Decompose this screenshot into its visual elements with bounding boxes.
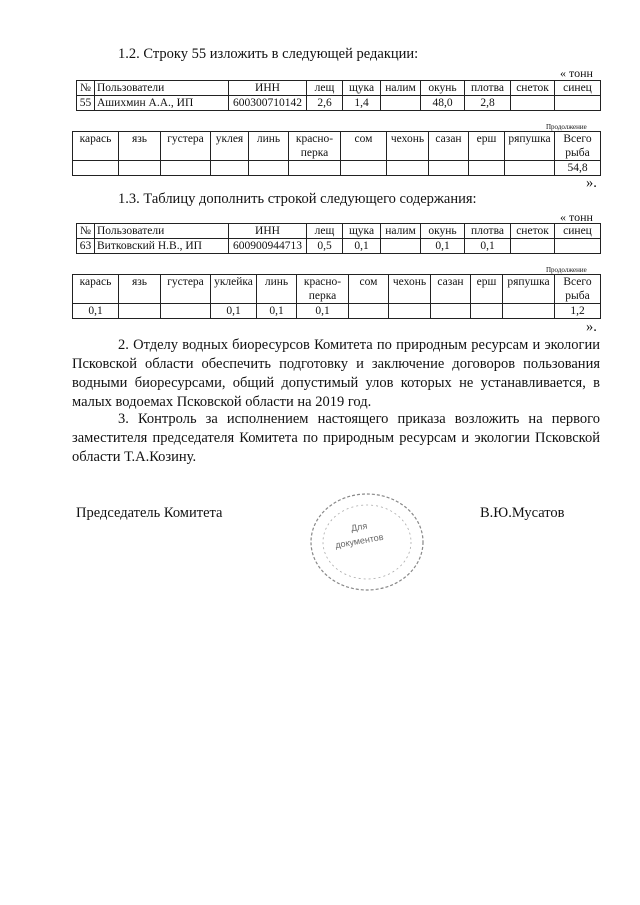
table-header-row — [73, 275, 601, 304]
table-cell: 0,1 — [297, 304, 349, 319]
paragraph-2: 2. Отделу водных биоресурсов Комитета по природным ресурсам и экологии Псковской области обеспечить подготовку и заключение договоров пользования водными биоресурсами, общий допустимый улов которых не устанавливается, в малых водоемах Псковской области на 2019 год. — [72, 337, 600, 410]
header-cell: налим — [381, 224, 421, 239]
table-cell: 0,1 — [257, 304, 297, 319]
table-cell — [381, 239, 421, 254]
header-cell: сом — [341, 132, 387, 161]
header-cell: синец — [555, 81, 601, 96]
table-55-main — [76, 80, 601, 111]
header-cell: линь — [257, 275, 297, 304]
header-cell: уклейка — [211, 275, 257, 304]
table-cell: 0,5 — [307, 239, 343, 254]
table-cell — [387, 161, 429, 176]
table-cell: Витковский Н.В., ИП — [95, 239, 229, 254]
header-cell: сазан — [429, 132, 469, 161]
table-cell: 1,4 — [343, 96, 381, 111]
table-cell: 600900944713 — [229, 239, 307, 254]
table-cell — [381, 96, 421, 111]
signature-name: В.Ю.Мусатов — [480, 505, 565, 521]
table-cell — [119, 304, 161, 319]
header-cell: язь — [119, 132, 161, 161]
table-cell — [431, 304, 471, 319]
header-cell: Пользователи — [95, 224, 229, 239]
header-cell: налим — [381, 81, 421, 96]
header-cell: карась — [73, 275, 119, 304]
paragraph-3: 3. Контроль за исполнением настоящего приказа возложить на первого заместителя председателя Комитета по природным ресурсам и экологии Псковской области Т.А.Козину. — [72, 411, 600, 465]
unit-label: « тонн — [560, 66, 593, 80]
header-cell: Всего рыба — [555, 275, 601, 304]
table-cell: Ашихмин А.А., ИП — [95, 96, 229, 111]
header-cell: сом — [349, 275, 389, 304]
table-cell — [211, 161, 249, 176]
header-cell: № — [77, 224, 95, 239]
table-row — [77, 239, 601, 254]
continuation-label: Продолжение — [546, 266, 587, 274]
header-cell: окунь — [421, 224, 465, 239]
section-1-2-heading: 1.2. Строку 55 изложить в следующей редакции: — [118, 46, 419, 62]
table-cell — [503, 304, 555, 319]
table-cell — [289, 161, 341, 176]
table-header-row — [77, 81, 601, 96]
header-cell: ряпушка — [503, 275, 555, 304]
stamp-text: Для — [350, 520, 368, 534]
table-cell: 600300710142 — [229, 96, 307, 111]
header-cell: ерш — [469, 132, 505, 161]
header-cell: линь — [249, 132, 289, 161]
header-cell: лещ — [307, 224, 343, 239]
table-cell: 63 — [77, 239, 95, 254]
header-cell: уклея — [211, 132, 249, 161]
table-cell: 0,1 — [211, 304, 257, 319]
header-cell: красно-перка — [297, 275, 349, 304]
table-cell — [341, 161, 387, 176]
table-cell: 54,8 — [555, 161, 601, 176]
table-cell — [119, 161, 161, 176]
table-cell — [555, 96, 601, 111]
stamp-text: документов — [334, 531, 385, 551]
table-row — [73, 161, 601, 176]
table-cell: 1,2 — [555, 304, 601, 319]
header-cell: ерш — [471, 275, 503, 304]
closing-quote: ». — [586, 175, 597, 191]
table-cell — [469, 161, 505, 176]
header-cell: красно-перка — [289, 132, 341, 161]
table-cell: 0,1 — [73, 304, 119, 319]
table-55-continuation — [72, 131, 601, 176]
header-cell: Всего рыба — [555, 132, 601, 161]
table-cell: 0,1 — [465, 239, 511, 254]
header-cell: ряпушка — [505, 132, 555, 161]
header-cell: густера — [161, 275, 211, 304]
signature-position: Председатель Комитета — [76, 505, 223, 521]
unit-label: « тонн — [560, 210, 593, 224]
table-cell — [471, 304, 503, 319]
table-cell — [349, 304, 389, 319]
header-cell: ИНН — [229, 81, 307, 96]
table-cell: 0,1 — [343, 239, 381, 254]
header-cell: снеток — [511, 224, 555, 239]
table-row — [73, 304, 601, 319]
header-cell: сазан — [431, 275, 471, 304]
table-cell — [429, 161, 469, 176]
header-cell: плотва — [465, 224, 511, 239]
table-cell — [249, 161, 289, 176]
table-row — [77, 96, 601, 111]
header-cell: окунь — [421, 81, 465, 96]
section-1-3-heading: 1.3. Таблицу дополнить строкой следующего содержания: — [118, 191, 477, 207]
table-cell: 2,8 — [465, 96, 511, 111]
table-cell — [161, 304, 211, 319]
header-cell: № — [77, 81, 95, 96]
stamp — [305, 488, 430, 596]
header-cell: снеток — [511, 81, 555, 96]
header-cell: густера — [161, 132, 211, 161]
table-63-main — [76, 223, 601, 254]
table-cell — [511, 239, 555, 254]
table-header-row — [77, 224, 601, 239]
continuation-label: Продолжение — [546, 123, 587, 131]
header-cell: чехонь — [389, 275, 431, 304]
closing-quote: ». — [586, 319, 597, 335]
table-cell — [161, 161, 211, 176]
table-63-continuation — [72, 274, 601, 319]
table-cell: 2,6 — [307, 96, 343, 111]
table-cell: 48,0 — [421, 96, 465, 111]
table-cell — [389, 304, 431, 319]
table-cell: 55 — [77, 96, 95, 111]
header-cell: синец — [555, 224, 601, 239]
header-cell: чехонь — [387, 132, 429, 161]
table-cell: 0,1 — [421, 239, 465, 254]
table-cell — [505, 161, 555, 176]
header-cell: лещ — [307, 81, 343, 96]
table-header-row — [73, 132, 601, 161]
table-cell — [555, 239, 601, 254]
header-cell: язь — [119, 275, 161, 304]
table-cell — [511, 96, 555, 111]
header-cell: плотва — [465, 81, 511, 96]
header-cell: ИНН — [229, 224, 307, 239]
header-cell: карась — [73, 132, 119, 161]
header-cell: щука — [343, 81, 381, 96]
header-cell: Пользователи — [95, 81, 229, 96]
header-cell: щука — [343, 224, 381, 239]
table-cell — [73, 161, 119, 176]
